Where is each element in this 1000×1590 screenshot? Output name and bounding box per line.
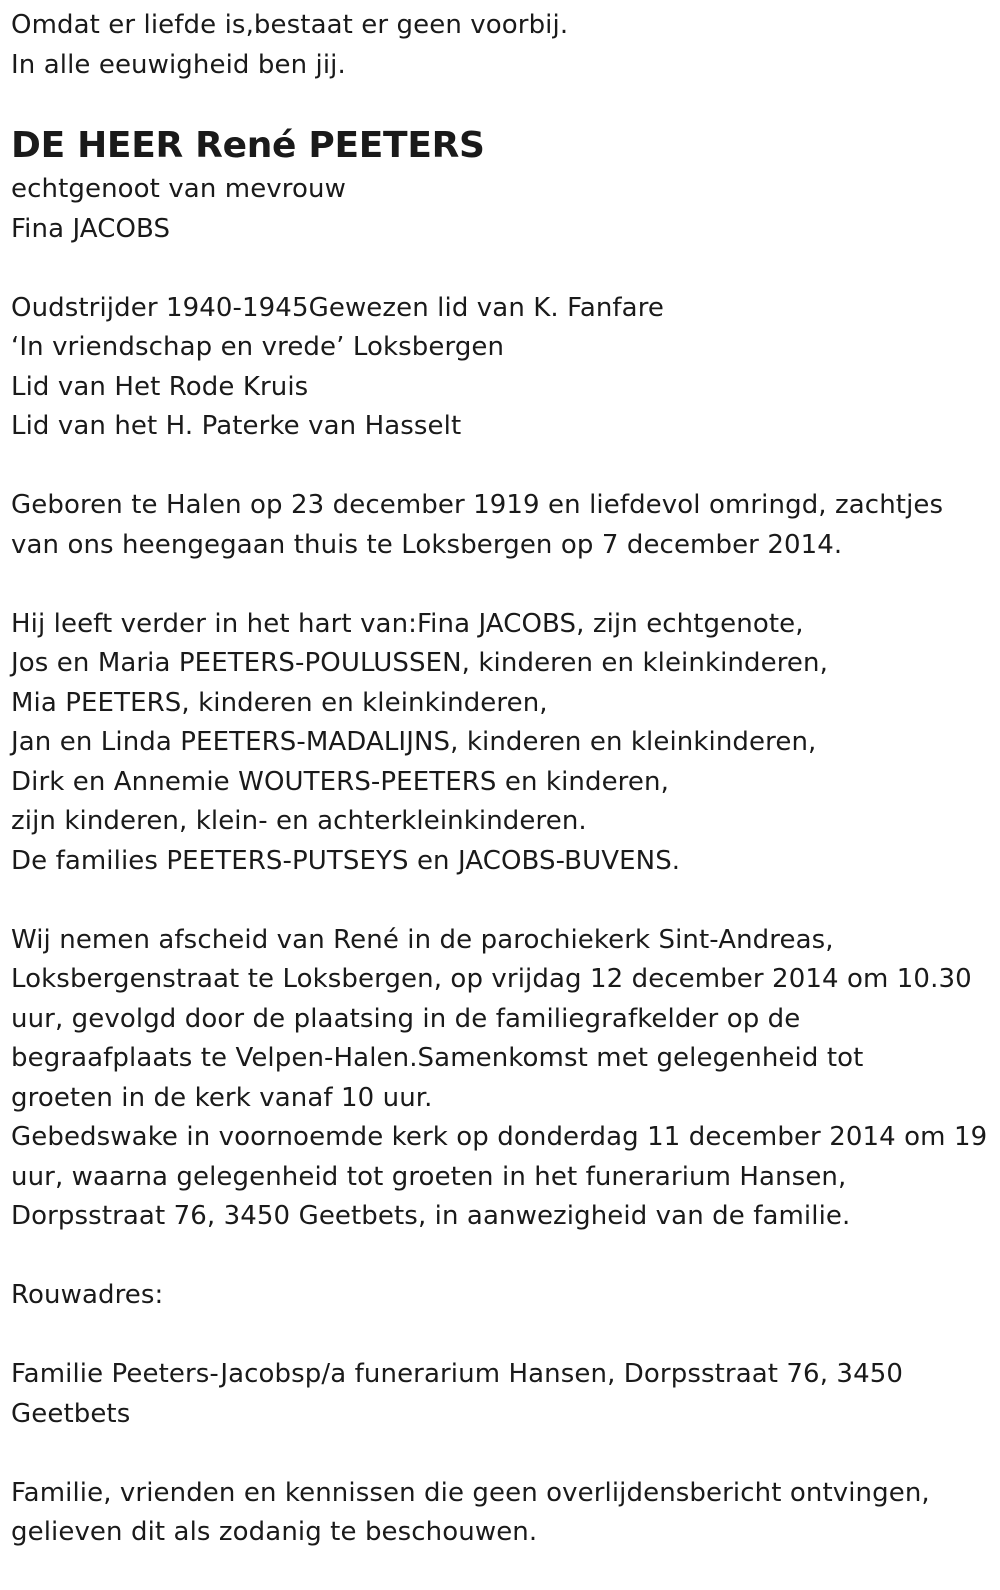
closing-line: gelieven dit als zodanig te beschouwen.: [11, 1517, 538, 1547]
ceremony-line: Gebedswake in voornoemde kerk op donderdag 11 december 2014 om 19: [11, 1122, 988, 1152]
spacer: [11, 565, 991, 605]
mourning-address-label: Rouwadres:: [11, 1280, 164, 1310]
verse-block: [11, 6, 991, 85]
ceremony-block: [11, 921, 991, 1237]
spouse-block: [11, 170, 991, 249]
membership-line: Lid van het H. Paterke van Hasselt: [11, 411, 462, 441]
survivor-line: Jos en Maria PEETERS-POULUSSEN, kinderen en kleinkinderen,: [11, 648, 828, 678]
spouse-line: Fina JACOBS: [11, 213, 171, 244]
spouse-line: echtgenoot van mevrouw: [11, 174, 346, 204]
membership-line: ‘In vriendschap en vrede’ Loksbergen: [11, 332, 505, 362]
survivor-line: Mia PEETERS, kinderen en kleinkinderen,: [11, 687, 548, 718]
birth-death-line: van ons heengegaan thuis te Loksbergen op 7 december 2014.: [11, 529, 843, 560]
spacer: [11, 1316, 991, 1356]
spacer: [11, 447, 991, 487]
spacer: [11, 881, 991, 921]
ceremony-line: Loksbergenstraat te Loksbergen, op vrijdag 12 december 2014 om 10.30: [11, 964, 972, 994]
spacer: [11, 1237, 991, 1277]
ceremony-line: uur, gevolgd door de plaatsing in de familiegrafkelder op de: [11, 1003, 801, 1034]
survivor-line: zijn kinderen, klein- en achterkleinkinderen.: [11, 806, 587, 836]
survivor-line: Jan en Linda PEETERS-MADALIJNS, kinderen en kleinkinderen,: [11, 727, 817, 757]
deceased-name: DE HEER René PEETERS: [11, 125, 485, 166]
survivor-line: Dirk en Annemie WOUTERS-PEETERS en kinderen,: [11, 766, 669, 797]
ceremony-line: Dorpsstraat 76, 3450 Geetbets, in aanwezigheid van de familie.: [11, 1201, 851, 1231]
ceremony-line: begraafplaats te Velpen-Halen.Samenkomst met gelegenheid tot: [11, 1043, 864, 1073]
mourning-address-line: Geetbets: [11, 1398, 131, 1429]
survivor-line: De families PEETERS-PUTSEYS en JACOBS-BUVENS.: [11, 845, 681, 876]
mourning-address-line: Familie Peeters-Jacobsp/a funerarium Hansen, Dorpsstraat 76, 3450: [11, 1359, 903, 1389]
ceremony-line: Wij nemen afscheid van René in de parochiekerk Sint-Andreas,: [11, 924, 834, 955]
survivor-line: Hij leeft verder in het hart van:Fina JACOBS, zijn echtgenote,: [11, 608, 804, 639]
memberships-block: [11, 289, 991, 447]
ceremony-line: groeten in de kerk vanaf 10 uur.: [11, 1082, 433, 1113]
spacer: [11, 1434, 991, 1474]
ceremony-line: uur, waarna gelegenheid tot groeten in het funerarium Hansen,: [11, 1161, 847, 1192]
verse-line: Omdat er liefde is,bestaat er geen voorbij.: [11, 10, 569, 40]
closing-line: Familie, vrienden en kennissen die geen overlijdensbericht ontvingen,: [11, 1477, 930, 1508]
closing-block: [11, 1474, 991, 1553]
membership-line: Lid van Het Rode Kruis: [11, 371, 309, 402]
spacer: [11, 249, 991, 289]
membership-line: Oudstrijder 1940-1945Gewezen lid van K. Fanfare: [11, 292, 665, 323]
birth-death-block: [11, 486, 991, 565]
birth-death-line: Geboren te Halen op 23 december 1919 en liefdevol omringd, zachtjes: [11, 490, 944, 520]
survivors-block: [11, 605, 991, 882]
mourning-address-block: [11, 1355, 991, 1434]
verse-line: In alle eeuwigheid ben jij.: [11, 49, 346, 80]
